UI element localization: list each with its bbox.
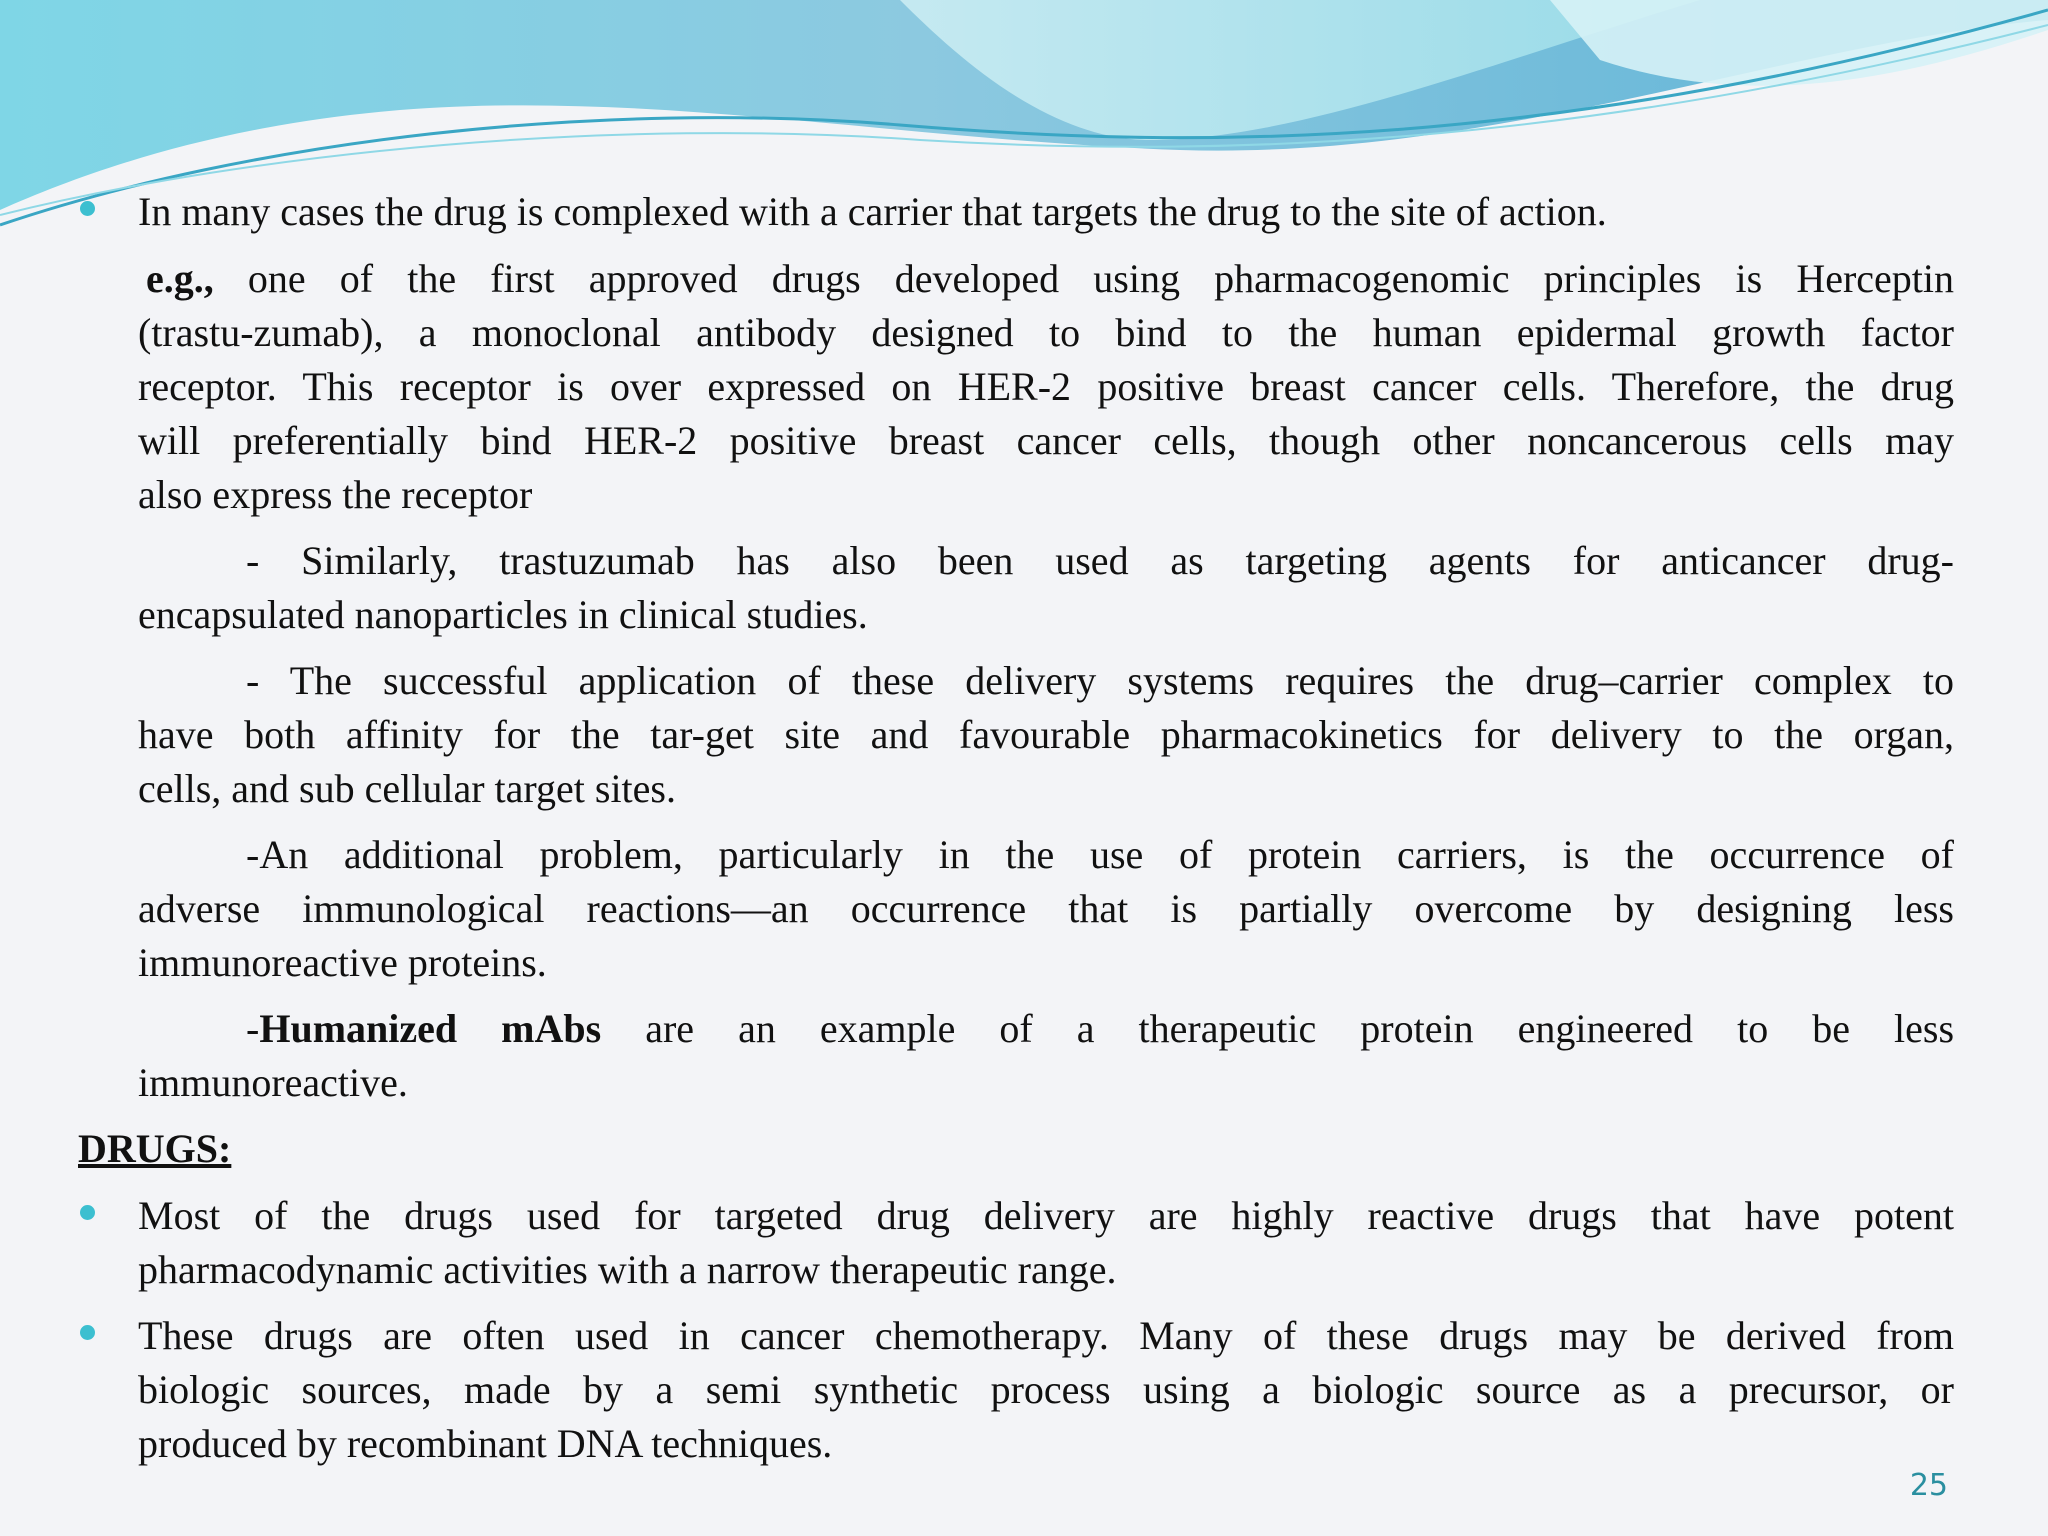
- bold-term: Humanized mAbs: [259, 1006, 602, 1051]
- bullet-text: produced by recombinant DNA techniques.: [138, 1421, 833, 1466]
- bullet-text: These drugs are often used in cancer chemotherapy. Many of these drugs may be derived from: [138, 1313, 1954, 1358]
- paragraph-line: also express the receptor: [138, 472, 533, 517]
- page-number: 25: [1909, 1468, 1948, 1503]
- example-text: one of the first approved drugs developed using pharmacogenomic principles is Herceptin: [247, 256, 1955, 301]
- paragraph-line: adverse immunological reactions—an occurrence that is partially overcome by designing less: [138, 886, 1954, 931]
- paragraph-line: - Similarly, trastuzumab has also been used as targeting agents for anticancer drug-: [246, 538, 1954, 583]
- paragraph-text: are an example of a therapeutic protein engineered to be less: [645, 1006, 1955, 1051]
- bullet-dot-icon: [80, 1205, 95, 1220]
- paragraph-line: receptor. This receptor is over expressed on HER-2 positive breast cancer cells. Therefore, the drug: [138, 364, 1954, 409]
- paragraph-line: (trastu-zumab), a monoclonal antibody designed to bind to the human epidermal growth factor: [138, 310, 1954, 355]
- paragraph-line: - The successful application of these delivery systems requires the drug–carrier complex to: [246, 658, 1954, 703]
- paragraph-line: [246, 1002, 1954, 1056]
- example-line: [138, 252, 1954, 306]
- dash: -: [246, 1006, 260, 1051]
- bullet-text: Most of the drugs used for targeted drug delivery are highly reactive drugs that have potent: [138, 1193, 1954, 1238]
- paragraph-line: encapsulated nanoparticles in clinical studies.: [138, 592, 868, 637]
- bullet-text: biologic sources, made by a semi synthetic process using a biologic source as a precursor, or: [138, 1367, 1954, 1412]
- paragraph-line: have both affinity for the tar-get site and favourable pharmacokinetics for delivery to the organ,: [138, 712, 1954, 757]
- bullet-dot-icon: [80, 1325, 95, 1340]
- paragraph-line: immunoreactive proteins.: [138, 940, 547, 985]
- bullet-text: In many cases the drug is complexed with a carrier that targets the drug to the site of action.: [138, 189, 1607, 234]
- example-prefix: e.g.,: [146, 256, 214, 301]
- paragraph-line: will preferentially bind HER-2 positive breast cancer cells, though other noncancerous cells may: [138, 418, 1954, 463]
- paragraph-line: immunoreactive.: [138, 1060, 408, 1105]
- paragraph-line: -An additional problem, particularly in the use of protein carriers, is the occurrence of: [246, 832, 1954, 877]
- section-heading: DRUGS:: [78, 1126, 232, 1171]
- paragraph-line: cells, and sub cellular target sites.: [138, 766, 676, 811]
- bullet-text: pharmacodynamic activities with a narrow therapeutic range.: [138, 1247, 1117, 1292]
- bullet-dot-icon: [80, 201, 95, 216]
